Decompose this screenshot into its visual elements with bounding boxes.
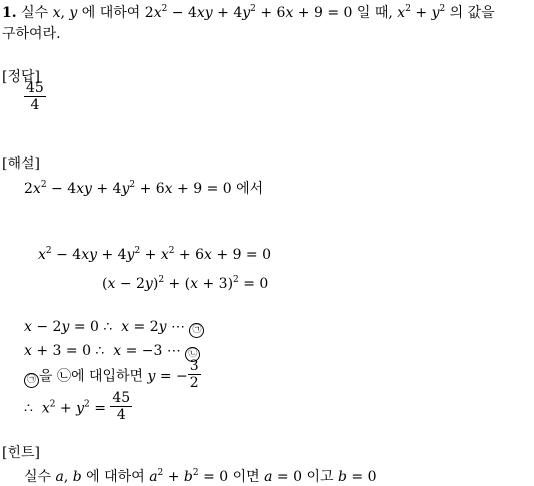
circle-marker-2: ㉡ <box>185 347 200 362</box>
solution-step3: x − 2y = 0 ∴ x = 2y ⋯ ㉠ <box>24 319 204 338</box>
answer-label: [정답] <box>2 69 40 85</box>
final-denominator: 4 <box>116 407 126 423</box>
hint-text: 실수 a, b 에 대하여 $a^2 + b^2 = 0$ 이면 a = 0 이고 b = 0 <box>24 468 377 485</box>
answer-denominator: 4 <box>30 97 40 113</box>
hint-label: [힌트] <box>2 445 40 461</box>
y-numerator: 3 <box>189 358 199 374</box>
solution-step1: $x^2 - 4xy + 4y^2 + x^2 + 6x + 9 = 0$ <box>38 246 272 263</box>
solution-step5: ㉠ 을 ㉡에 대입하면 y = − $\frac{3}{2}$ <box>24 360 201 393</box>
solution-label: [해설] <box>2 156 40 172</box>
solution-step2: $(x - 2y)^2 + (x + 3)^2 = 0$ <box>102 275 269 292</box>
problem-number: 1. <box>2 5 17 21</box>
given-suffix: 에서 <box>236 181 264 197</box>
solution-final: ∴ $x^2 + y^2$ = $\frac{45}{4}$ <box>24 390 131 423</box>
problem-statement: 1. 실수 x, y 에 대하여 $2x^2 - 4xy + 4y^2 + 6x + 9 = 0$ 일 때, $x^2 + y^2$ 의 값을 <box>2 4 495 21</box>
y-denominator: 2 <box>189 375 199 391</box>
circle-ref-1: ㉠ <box>24 373 39 388</box>
answer-value <box>24 82 46 115</box>
solution-step4: x + 3 = 0 ∴ x = −3 ⋯ ㉡ <box>24 343 200 362</box>
solution-given-equation: $2x^2 - 4xy + 4y^2 + 6x + 9 = 0$ 에서 <box>24 180 264 197</box>
problem-line2: 구하여라. <box>2 26 61 42</box>
substitute-text: 을 ㉡에 대입하면 <box>39 368 144 385</box>
answer-numerator: 45 <box>26 80 44 96</box>
final-numerator: 45 <box>112 390 131 406</box>
circle-marker-1: ㉠ <box>189 323 204 338</box>
